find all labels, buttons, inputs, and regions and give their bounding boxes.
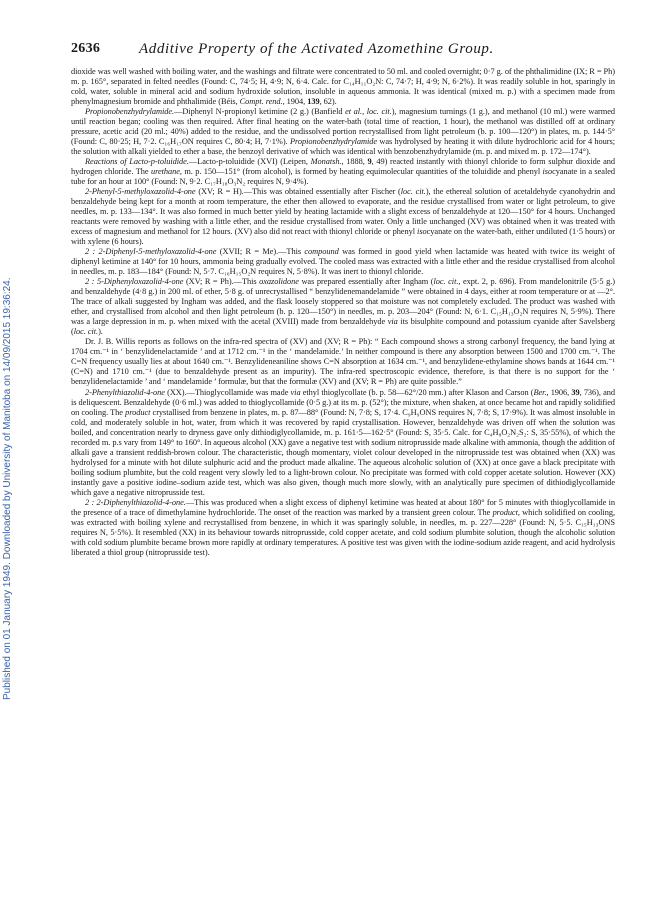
page-number: 2636 [71,41,101,56]
italic-text: Reactions of Lacto-p-toluidide. [85,157,189,167]
paragraph-text: was formed in good yield when lactamide was heated with twice its weight of diphenyl ketimine at 140° for 10 hours, ammonia being gradually evolved. The cooled mass was extracted with a little ether and the residue crystallised from alcohol in needles, m. p. 183—184° (Found: N, 5·7. C₁₆H₁₅O₂N requires N, 5·8%). It was inert to thionyl chloride. [71,247,615,277]
italic-text: 2 : 2-Diphenylthiazolid-4-one. [85,497,186,507]
bold-text: 139 [307,97,320,107]
paragraph-text: dioxide was well washed with boiling water, and the washings and filtrate were concentrated to 50 ml. and cooled overnight; 0·7 g. of the phthalimidine (IX; R = Ph) m. p. 165°, separated in felted needles (Found: C, 74·5; H, 4·9; N, 6·4. Calc. for C₁₄H₁₁O₂N: C, 74·7; H, 4·9; N, 6·2%). It was readily soluble in hot, sparingly in cold, water, soluble in mineral acid and sodium hydroxide solution, insoluble in aqueous ammonia. It was identical (mixed m. p.) with a specimen made from phenylmagnesium bromide and phthalimide (Béis, [71,67,615,107]
italic-text: iso [417,227,427,237]
paragraph-text: —This was produced when a slight excess of diphenyl ketimine was heated at about 180° for 5 minutes with thioglycollamide in the presence of a trace of dimethylamine hydrochloride. The onset of the reaction was marked by a transient green colour. The [71,497,615,517]
paragraph-text: —Lacto-p-toluidide (XVI) (Leipen, [188,157,311,167]
italic-text: 2-Phenylthiazolid-4-one [85,387,165,397]
italic-text: Propionobenzhydrylamide. [85,107,175,117]
italic-text: Monatsh. [310,157,342,167]
paragraph-text: ), the ethereal solution of acetaldehyde cyanohydrin and benzaldehyde being kept for a month at room temperature, the ether then allowed to evaporate, and the residue crystallised from water or light petroleum, to give needles, m. p. 133—134°. It was also formed in much better yield by heating lactamide with a slight excess of benzaldehyde at 120—150° for 4 hours. Unchanged reactants were removed by washing with a little ether, and the residue crystallised from water. Only a little unchanged (XV) was obtained when it was treated with excess of magnesium and methanol for 12 hours. (XV) also did not react with thionyl chloride or phenyl [71,187,616,237]
paragraph [71,67,615,107]
paragraph-text: , 1888, [341,157,368,167]
paragraph-text: , 736), and is deliquescent. Benzaldehyde (0·6 ml.) was added to thioglycollamide (0·5 g.) at its m. p. (52°); the mixture, when shaken, at once became hot and rapidly solidified on cooling. The [71,387,615,417]
italic-text: oxazolidone [259,277,299,287]
italic-text: product [492,507,518,517]
paragraph-text: ). [98,327,103,337]
paragraph-text: (XX).—Thioglycollamide was made [164,387,291,397]
italic-text: 2-Phenyl-5-methyloxazolid-4-one [85,187,196,197]
italic-text: urethane [150,167,180,177]
paragraph-text: cyanate in a sealed tube for an hour at 100° (Found: N, 9·2. C₁₇H₁₈O₃N₂ requires N, 9·4%). [71,167,615,187]
paragraph-text: was hydrolysed by heating it with dilute hydrochloric acid for 4 hours; the solution with alkali yielded to ether a base, the benzoyl derivative of which was identical with benzobenzhydrylamide (m. p. and mixed m. p. 172—174°). [71,137,615,157]
paragraph-text: Dr. J. B. Willis reports as follows on the infra-red spectra of (XV) and (XV; R = Ph): “ Each compound shows a strong carbonyl frequency, the band lying at 1704 cm.⁻¹ in ‘ benzylidenelactamide ’ and at 1712 cm.⁻¹ in the ‘ mandelamide.’ In neither compound is there any absorption between 1500 and 1700 cm.⁻¹. The C=N frequency usually lies at about 1640 cm.⁻¹. Benzylideneaniline shows C=N absorption at 1634 cm.⁻¹, and benzylidene-ethylamine shows bands at 1644 cm.⁻¹ (C=N) and 1710 cm.⁻¹ (due to benzaldehyde present as an impurity). The infra-red spectroscopic evidence, therefore, is that there is no support for the ‘ benzylidenelactamide ’ and ‘ mandelamide ’ formulæ, but that the formulæ (XV) and (XV; R = Ph) are quite possible.” [71,337,615,387]
paragraph-text: , 62). [319,97,337,107]
paragraph-text: , 49) reacted instantly with thionyl chloride to form sulphur dioxide and hydrogen chloride. The [71,157,615,177]
italic-text: loc. cit. [400,187,426,197]
italic-text: iso [542,167,553,177]
paragraph-text: , 1904, [282,97,308,107]
paragraph-text: —Diphenyl N-propionyl ketimine (2 g.) (Banfield [174,107,346,117]
running-title: Additive Property of the Activated Azomethine Group. [139,41,494,57]
italic-text: Compt. rend. [239,97,283,107]
paragraph-text: ethyl thioglycollate (b. p. 58—62°/20 mm.) after Klason and Carson ( [300,387,534,397]
italic-text: loc. cit. [73,327,99,337]
bold-text: 9 [367,157,372,167]
paragraph [71,157,615,187]
italic-text: 2 : 5-Diphenyloxazolid-4-one [85,277,184,287]
paragraph [71,247,615,277]
italic-text: product [125,407,151,417]
paragraph [71,277,615,337]
paragraph [71,388,615,498]
italic-text: Propionobenzhydrylamide [289,137,378,147]
paragraph-text: was prepared essentially after Ingham ( [298,277,434,287]
paragraph-text: , [362,107,367,117]
download-stamp [2,140,16,700]
bold-text: 39 [571,387,580,397]
italic-text: compound [304,247,339,257]
paragraph-text: , which solidified on cooling, was extracted with boiling xylene and recrystallised from benzene, in which it was sparingly soluble, in needles, m. p. 227—228° (Found: N, 5·5. C₁₅H₁₃ONS requires N, 5·5%). It resembled (XX) in its behaviour towards nitroprusside, cold copper acetate, and cold sodium plumbite solution, though the alcoholic solution with cold sodium plumbite became brown more rapidly at ordinary temperatures. A positive test was given with the iodine-sodium azide reagent, and acid hydrolysis liberated a thiol group (nitroprusside test). [71,507,615,557]
paragraph [71,337,615,387]
download-stamp-text: Published on 01 January 1949. Downloaded by University of Manitoba on 14/09/2015 19:36:24. [2,277,13,700]
paragraph-text: , m. p. 150—151° (from alcohol), is formed by heating equimolecular quantities of the toluidide and phenyl [179,167,543,177]
italic-text: via [387,317,398,327]
article-body [71,67,615,558]
paragraph-text: , expt. 2, p. 696). From mandelonitrile (5·5 g.) and benzaldehyde (4·8 g.) in 200 ml. of ether, 5·8 g. of unrecrystallised “ benzylidenemandelamide ” were obtained in 4 days, either at room temperature or at —2°. The trace of alkali suggested by Ingham was added, and the flask loosely stoppered so that moisture was not completely excluded. The product was washed with ether, and crystallised from alcohol and then light petroleum (b. p. 120—150°) in needles, m. p. 203—204° (Found: N, 6·1. C₁₅H₁₃O₂N requires N, 5·9%). There was a large depression in m. p. when mixed with the acetal (XVIII) made from benzaldehyde [71,277,616,327]
paragraph-text: (XV; R = H).—This was obtained essentially after Fischer ( [195,187,401,197]
paragraph-text: ), magnesium turnings (1 g.), and methanol (10 ml.) were warmed until reaction began; cooling was then required. After final heating on the water-bath (total time of reaction, 1 hour), the methanol was distilled off at ordinary pressure, acetic acid (20 ml.; 40%) added to the residue, and the undissolved portion recrystallised from light petroleum (b. p. 100—120°) in plates, m. p. 144·5° (Found: C, 80·25; H, 7·2. C₁₆H₁₇ON requires C, 80·4; H, 7·1%). [71,107,615,147]
paragraph-text: crystallised from benzene in plates, m. p. 87—88° (Found: N, 7·8; S, 17·4. C₉H₉ONS requires N, 7·8; S, 17·9%). It was almost insoluble in cold, and moderately soluble in hot, water, from which it was recovered by rapid crystallisation. However, benzaldehyde was driven off when the solution was boiled, and concentration nearly to dryness gave only dithiodiglycollamide, m. p. 161·5—162·5° (Found: S, 35·5. Calc. for C₄H₈O₂N₂S₂: S, 35·55%), of which the recorded m. p.s vary from 149° to 160°. In aqueous alcohol (XX) gave a negative test with sodium nitroprusside made alkaline with ammonia, though the addition of alkali gave a transient reddish-brown colour. The characteristic, though momentary, violet colour developed in the nitroprusside test was obtained when (XX) was hydrolysed for a minute with hot dilute sulphuric acid and the product made alkaline. The aqueous alcoholic solution of (XX) at once gave a black precipitate with boiling sodium plumbite, but the cold reagent very slowly led to a light-brown colour. No precipitate was formed with cold copper acetate solution. However (XX) instantly gave a positive iodine–sodium azide test, which was also given, though much more slowly, with an analytically pure specimen of dithiodiglycollamide which gave a negative nitroprusside test. [71,407,615,497]
paragraph [71,498,615,558]
italic-text: loc. cit. [433,277,459,287]
italic-text: et al. [345,107,363,117]
page-header [71,41,611,63]
paragraph-text: its bisulphite compound and potassium cyanide after Savelsberg ( [71,317,615,337]
italic-text: via [290,387,301,397]
paragraph-text: (XVII; R = Me).—This [216,247,305,257]
italic-text: Ber. [533,387,547,397]
paragraph [71,107,615,157]
italic-text: 2 : 2-Diphenyl-5-methyloxazolid-4-one [85,247,217,257]
paragraph-text: , 1906, [546,387,572,397]
paragraph-text: cyanate on the water-bath, either undiluted (1·5 hours) or with xylene (6 hours). [71,227,615,247]
paragraph [71,187,615,247]
italic-text: loc. cit. [366,107,392,117]
paragraph-text: (XV; R = Ph).—This [183,277,260,287]
